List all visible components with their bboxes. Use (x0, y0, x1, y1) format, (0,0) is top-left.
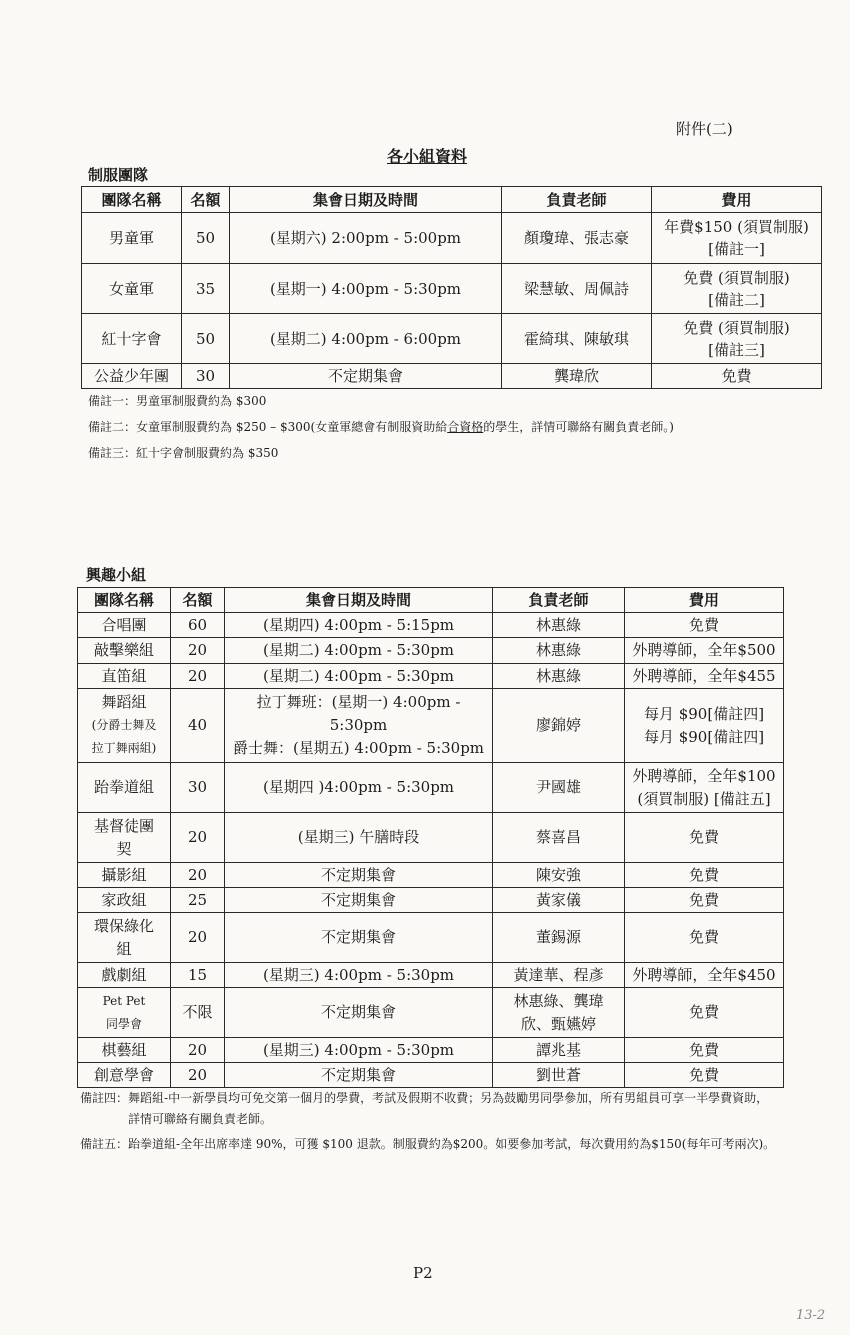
group-name-sub: (分爵士舞及 (91, 718, 157, 732)
section-title-interest: 興趣小組 (86, 566, 147, 584)
cell-time: 不定期集會 (225, 1063, 493, 1088)
group-name-cont: 契 (116, 839, 132, 858)
cell-time: 不定期集會 (225, 913, 493, 963)
cell-name: 家政組 (78, 888, 171, 913)
cell-name: 創意學會 (78, 1063, 171, 1088)
cell-name: 合唱團 (78, 613, 171, 638)
note-2 (88, 414, 674, 440)
table-row (78, 988, 784, 1038)
cell-quota: 30 (182, 364, 230, 389)
table-header-row (82, 187, 822, 213)
note-underlined-text: 合資格 (447, 420, 484, 434)
cell-name: 女童軍 (82, 264, 182, 314)
cell-fee: 免費 (652, 364, 822, 389)
table-row (78, 613, 784, 638)
fee-note: [備註一] (708, 240, 765, 258)
cell-time: (星期三) 4:00pm - 5:30pm (225, 963, 493, 988)
cell-fee: 外聘導師，全年$500 (625, 638, 784, 664)
header-quota: 名額 (171, 588, 225, 613)
time-line: 5:30pm (329, 716, 388, 734)
cell-fee: 免費 (625, 888, 784, 913)
cell-teacher (493, 988, 625, 1038)
table-row (78, 813, 784, 863)
cell-name: 攝影組 (78, 863, 171, 888)
cell-time: 不定期集會 (230, 364, 502, 389)
fee-line: 每月 $90[備註四] (643, 727, 765, 746)
note-label: 備註五： (80, 1137, 129, 1151)
group-name: Pet Pet (102, 993, 146, 1008)
time-line: 拉丁舞班：(星期一) 4:00pm - (256, 693, 461, 711)
cell-time: (星期二) 4:00pm - 6:00pm (230, 314, 502, 364)
note-text: 男童軍制服費約為 $300 (136, 394, 267, 408)
table-header-row (78, 588, 784, 613)
cell-time: (星期二) 4:00pm - 5:30pm (225, 638, 493, 664)
table-row (78, 863, 784, 888)
note-text: 女童軍制服費約為 $250 – $300(女童軍總會有制服資助給 (136, 420, 448, 434)
cell-teacher: 梁慧敏、周佩詩 (502, 264, 652, 314)
cell-name (78, 689, 171, 763)
cell-time: 不定期集會 (225, 988, 493, 1038)
table-row (78, 913, 784, 963)
fee-note: [備註二] (708, 290, 765, 309)
header-quota: 名額 (182, 187, 230, 213)
cell-quota: 20 (171, 1038, 225, 1063)
cell-fee: 免費 (625, 988, 784, 1038)
cell-quota: 35 (182, 264, 230, 314)
cell-fee: 外聘導師，全年$455 (625, 664, 784, 689)
teacher-line: 欣、甄嬿婷 (520, 1014, 596, 1033)
header-name: 團隊名稱 (82, 187, 182, 213)
note-3 (88, 440, 674, 466)
cell-quota: 40 (171, 689, 225, 763)
cell-fee (625, 689, 784, 763)
cell-time: (星期三) 4:00pm - 5:30pm (225, 1038, 493, 1063)
fee-line: 每月 $90[備註四] (643, 704, 765, 723)
table-row (78, 963, 784, 988)
cell-time: (星期一) 4:00pm - 5:30pm (230, 264, 502, 314)
uniform-notes (88, 388, 674, 466)
table-row (78, 763, 784, 813)
fee-note: [備註三] (708, 340, 765, 359)
cell-teacher: 陳安強 (493, 863, 625, 888)
cell-fee (652, 314, 822, 364)
cell-teacher: 劉世蒼 (493, 1063, 625, 1088)
note-5 (80, 1134, 780, 1155)
cell-teacher: 廖錦婷 (493, 689, 625, 763)
cell-name: 直笛組 (78, 664, 171, 689)
cell-quota: 30 (171, 763, 225, 813)
header-name: 團隊名稱 (78, 588, 171, 613)
table-row (82, 364, 822, 389)
group-name: 舞蹈組 (101, 693, 147, 711)
table-row (78, 1063, 784, 1088)
page-number: P2 (413, 1264, 433, 1282)
note-label: 備註四： (80, 1091, 129, 1105)
cell-quota: 20 (171, 863, 225, 888)
cell-quota: 20 (171, 638, 225, 664)
cell-time (225, 689, 493, 763)
handwritten-mark: 13-2 (796, 1308, 826, 1323)
cell-teacher: 龔瑋欣 (502, 364, 652, 389)
cell-fee: 免費 (625, 813, 784, 863)
fee-line: 年費$150 (須買制服) (664, 218, 809, 236)
group-name: 環保綠化 (93, 916, 154, 935)
group-name-sub: 拉丁舞兩組) (91, 741, 157, 755)
cell-name: 戲劇組 (78, 963, 171, 988)
header-teacher: 負責老師 (502, 187, 652, 213)
table-row (78, 1038, 784, 1063)
cell-quota: 25 (171, 888, 225, 913)
section-title-uniform: 制服團隊 (88, 166, 149, 184)
table-row (82, 314, 822, 364)
group-name: 基督徒團 (93, 816, 154, 835)
time-line: 爵士舞：(星期五) 4:00pm - 5:30pm (232, 739, 485, 757)
cell-teacher: 董錫源 (493, 913, 625, 963)
note-text: 跆拳道組-全年出席率達 90%，可獲 $100 退款。制服費約為$200。如要參加考試，每次費用約為$150(每年可考兩次)。 (128, 1137, 776, 1151)
cell-time: (星期三) 午膳時段 (225, 813, 493, 863)
cell-teacher: 黃家儀 (493, 888, 625, 913)
header-fee: 費用 (652, 187, 822, 213)
cell-fee: 免費 (625, 863, 784, 888)
header-fee: 費用 (625, 588, 784, 613)
cell-name: 敲擊樂組 (78, 638, 171, 664)
cell-teacher: 林惠綠 (493, 638, 625, 664)
fee-line: 免費 (須買制服) (683, 268, 790, 287)
cell-name: 跆拳道組 (78, 763, 171, 813)
cell-fee: 外聘導師，全年$450 (625, 963, 784, 988)
table-row (82, 264, 822, 314)
page-title: 各小組資料 (387, 147, 468, 166)
cell-quota: 20 (171, 1063, 225, 1088)
uniform-groups-table (81, 186, 822, 389)
table-row (78, 888, 784, 913)
cell-fee: 免費 (625, 1038, 784, 1063)
cell-fee (652, 213, 822, 264)
cell-name: 紅十字會 (82, 314, 182, 364)
interest-notes (80, 1088, 780, 1155)
note-text: 紅十字會制服費約為 $350 (136, 446, 279, 460)
cell-quota: 不限 (171, 988, 225, 1038)
cell-name (78, 813, 171, 863)
note-label: 備註一： (88, 394, 137, 408)
cell-quota: 20 (171, 913, 225, 963)
cell-fee: 免費 (625, 613, 784, 638)
cell-name (78, 913, 171, 963)
group-name-cont: 同學會 (105, 1016, 142, 1031)
fee-line: 外聘導師，全年$100 (632, 766, 776, 785)
header-time: 集會日期及時間 (230, 187, 502, 213)
cell-fee: 免費 (625, 1063, 784, 1088)
note-label: 備註二： (88, 420, 137, 434)
cell-teacher: 譚兆基 (493, 1038, 625, 1063)
cell-quota: 60 (171, 613, 225, 638)
cell-name (78, 988, 171, 1038)
cell-fee (625, 763, 784, 813)
table-row (82, 213, 822, 264)
note-1 (88, 388, 674, 414)
note-label: 備註三： (88, 446, 137, 460)
fee-line: (須買制服) [備註五] (637, 789, 771, 808)
interest-groups-table (77, 587, 784, 1088)
cell-name: 男童軍 (82, 213, 182, 264)
header-time: 集會日期及時間 (225, 588, 493, 613)
cell-time: (星期四) 4:00pm - 5:15pm (225, 613, 493, 638)
cell-quota: 20 (171, 664, 225, 689)
cell-time: (星期二) 4:00pm - 5:30pm (225, 664, 493, 689)
fee-line: 免費 (須買制服) (683, 318, 790, 337)
cell-quota: 50 (182, 213, 230, 264)
cell-teacher: 黃達華、程彥 (493, 963, 625, 988)
cell-time: (星期六) 2:00pm - 5:00pm (230, 213, 502, 264)
cell-quota: 15 (171, 963, 225, 988)
cell-time: 不定期集會 (225, 863, 493, 888)
cell-fee (652, 264, 822, 314)
cell-teacher: 林惠綠 (493, 613, 625, 638)
cell-quota: 50 (182, 314, 230, 364)
group-name-cont: 組 (116, 939, 132, 958)
cell-teacher: 尹國雄 (493, 763, 625, 813)
table-row (78, 664, 784, 689)
cell-teacher: 顏瓊瑋、張志豪 (502, 213, 652, 264)
cell-name: 公益少年團 (82, 364, 182, 389)
cell-fee: 免費 (625, 913, 784, 963)
cell-time: 不定期集會 (225, 888, 493, 913)
header-teacher: 負責老師 (493, 588, 625, 613)
cell-quota: 20 (171, 813, 225, 863)
note-text: 的學生，詳情可聯絡有關負責老師。) (483, 420, 674, 434)
cell-teacher: 林惠綠 (493, 664, 625, 689)
cell-time: (星期四 )4:00pm - 5:30pm (225, 763, 493, 813)
table-row (78, 689, 784, 763)
note-text: 舞蹈組-中一新學員均可免交第一個月的學費，考試及假期不收費；另為鼓勵男同學參加，所有男組員可享一半學費資助，詳情可聯絡有關負責老師。 (128, 1091, 769, 1126)
teacher-line: 林惠綠、龔瑋 (513, 991, 604, 1010)
table-row (78, 638, 784, 664)
cell-teacher: 蔡喜昌 (493, 813, 625, 863)
cell-teacher: 霍綺琪、陳敏琪 (502, 314, 652, 364)
cell-name: 棋藝組 (78, 1038, 171, 1063)
annex-label: 附件(二) (676, 120, 733, 138)
note-4 (80, 1088, 780, 1130)
